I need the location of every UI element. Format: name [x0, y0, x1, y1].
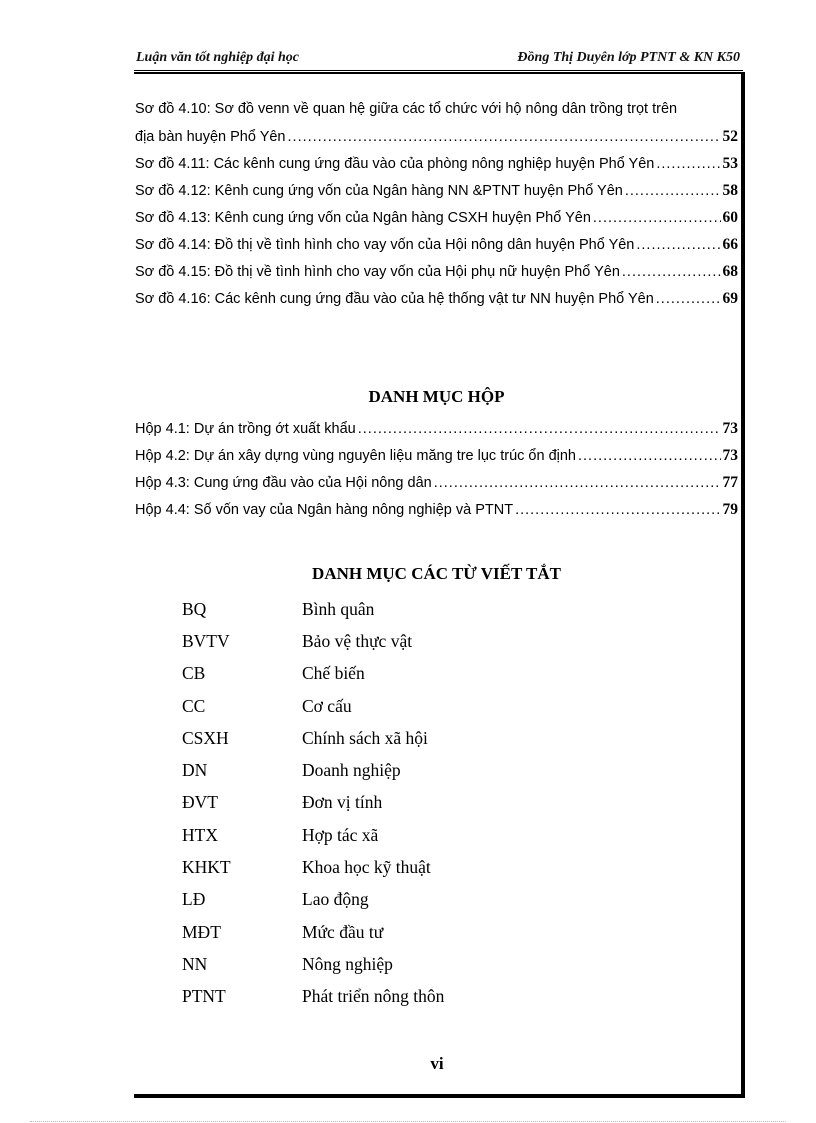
abbreviation-row: [182, 787, 602, 819]
abbreviation-code: PTNT: [182, 986, 226, 1007]
abbreviation-code: HTX: [182, 824, 218, 845]
toc-entry-page: 77: [722, 474, 738, 491]
toc-entry-page: 73: [722, 420, 738, 437]
toc-entry-page: 53: [722, 155, 738, 172]
abbreviation-row: [182, 981, 602, 1013]
page-border-shadow-bottom: [134, 1094, 745, 1098]
header-thesis-title: Luận văn tốt nghiệp đại học: [136, 50, 299, 65]
abbreviation-meaning: Đơn vị tính: [302, 792, 383, 813]
toc-entry: [135, 501, 738, 528]
toc-entry: [135, 420, 738, 447]
toc-entry-page: 68: [722, 263, 738, 280]
toc-entry-label: Hộp 4.1: Dự án trồng ớt xuất khẩu: [135, 421, 356, 437]
abbreviation-meaning: Khoa học kỹ thuật: [302, 857, 431, 878]
abbreviation-code: CSXH: [182, 727, 229, 748]
toc-leader-dots: [656, 291, 721, 307]
page-number: vi: [430, 1054, 444, 1073]
toc-entry-label: Hộp 4.2: Dự án xây dựng vùng nguyên liệu măng tre lục trúc ổn định: [135, 448, 576, 464]
toc-leader-dots: [622, 264, 721, 280]
abbreviation-meaning: Lao động: [302, 889, 369, 910]
toc-entry: [135, 155, 738, 182]
toc-entry-continued-line: Sơ đồ 4.10: Sơ đồ venn về quan hệ giữa các tổ chức với hộ nông dân trồng trọt trên: [135, 101, 678, 117]
toc-entry: [135, 447, 738, 474]
abbreviation-code: MĐT: [182, 921, 221, 942]
toc-entry-page: 73: [722, 447, 738, 464]
toc-entry-page: 79: [722, 501, 738, 518]
toc-entry: [135, 128, 738, 155]
toc-entry: [135, 263, 738, 290]
abbreviation-meaning: Bình quân: [302, 598, 375, 619]
toc-entry-page: 52: [722, 128, 738, 145]
toc-leader-dots: [636, 237, 720, 253]
toc-entry-page: 58: [722, 182, 738, 199]
abbreviation-meaning: Phát triển nông thôn: [302, 986, 445, 1007]
toc-leader-dots: [358, 421, 721, 437]
diagram-list: [135, 101, 738, 317]
toc-entry-page: 60: [722, 209, 738, 226]
abbreviation-code: BQ: [182, 598, 207, 619]
toc-leader-dots: [593, 210, 721, 226]
abbreviation-code: CC: [182, 695, 206, 716]
abbreviation-meaning: Mức đầu tư: [302, 921, 384, 942]
abbreviation-meaning: Chính sách xã hội: [302, 727, 428, 748]
abbreviation-row: [182, 754, 602, 786]
abbreviation-code: ĐVT: [182, 792, 218, 813]
toc-entry-page: 66: [722, 236, 738, 253]
toc-leader-dots: [656, 156, 720, 172]
abbreviation-meaning: Hợp tác xã: [302, 824, 379, 845]
abbreviation-row: [182, 625, 602, 657]
abbreviation-row: [182, 658, 602, 690]
toc-entry-page: 69: [722, 290, 738, 307]
abbreviation-meaning: Doanh nghiệp: [302, 760, 401, 781]
abbreviations-table: [182, 593, 602, 1013]
page-border-shadow-right: [741, 72, 745, 1097]
abbreviation-row: [182, 690, 602, 722]
boxes-section-title: DANH MỤC HỘP: [368, 387, 505, 406]
abbreviation-row: [182, 948, 602, 980]
toc-entry-label: Sơ đồ 4.14: Đồ thị về tình hình cho vay vốn của Hội nông dân huyện Phổ Yên: [135, 237, 635, 253]
abbreviation-row: [182, 593, 602, 625]
abbreviation-meaning: Chế biến: [302, 663, 365, 684]
abbreviation-code: LĐ: [182, 889, 206, 910]
abbreviation-code: NN: [182, 953, 208, 974]
header-author: Đồng Thị Duyên lớp PTNT & KN K50: [517, 50, 740, 65]
abbreviation-code: KHKT: [182, 857, 231, 878]
abbreviation-row: [182, 819, 602, 851]
toc-entry-label: Sơ đồ 4.12: Kênh cung ứng vốn của Ngân hàng NN &PTNT huyện Phổ Yên: [135, 183, 623, 199]
toc-entry: [135, 182, 738, 209]
abbreviation-row: [182, 884, 602, 916]
abbreviation-row: [182, 851, 602, 883]
header-divider: [134, 70, 743, 74]
toc-entry: [135, 236, 738, 263]
toc-entry-label: Sơ đồ 4.13: Kênh cung ứng vốn của Ngân hàng CSXH huyện Phổ Yên: [135, 210, 591, 226]
abbreviation-meaning: Cơ cấu: [302, 695, 352, 716]
abbreviation-meaning: Nông nghiệp: [302, 953, 393, 974]
running-header: [136, 50, 740, 72]
toc-leader-dots: [434, 475, 721, 491]
toc-leader-dots: [625, 183, 721, 199]
toc-entry-label: địa bàn huyện Phổ Yên: [135, 129, 286, 145]
toc-entry: [135, 209, 738, 236]
abbreviation-row: [182, 722, 602, 754]
toc-entry-label: Sơ đồ 4.16: Các kênh cung ứng đầu vào của hệ thống vật tư NN huyện Phổ Yên: [135, 291, 654, 307]
toc-leader-dots: [578, 448, 721, 464]
abbreviation-code: BVTV: [182, 630, 230, 651]
toc-entry: [135, 474, 738, 501]
abbreviation-meaning: Bảo vệ thực vật: [302, 630, 413, 651]
toc-entry-label: Hộp 4.3: Cung ứng đầu vào của Hội nông dân: [135, 475, 432, 491]
abbreviations-section-title: DANH MỤC CÁC TỪ VIẾT TẮT: [312, 564, 561, 583]
toc-leader-dots: [515, 502, 720, 518]
toc-leader-dots: [288, 129, 721, 145]
toc-entry: [135, 290, 738, 317]
abbreviation-code: CB: [182, 663, 206, 684]
boxes-list: [135, 420, 738, 528]
page-bottom-edge: [30, 1121, 786, 1122]
toc-entry-label: Hộp 4.4: Số vốn vay của Ngân hàng nông nghiệp và PTNT: [135, 502, 514, 518]
abbreviation-row: [182, 916, 602, 948]
toc-entry-label: Sơ đồ 4.11: Các kênh cung ứng đầu vào của phòng nông nghiệp huyện Phổ Yên: [135, 156, 655, 172]
abbreviation-code: DN: [182, 760, 208, 781]
toc-entry-label: Sơ đồ 4.15: Đồ thị về tình hình cho vay vốn của Hội phụ nữ huyện Phổ Yên: [135, 264, 620, 280]
